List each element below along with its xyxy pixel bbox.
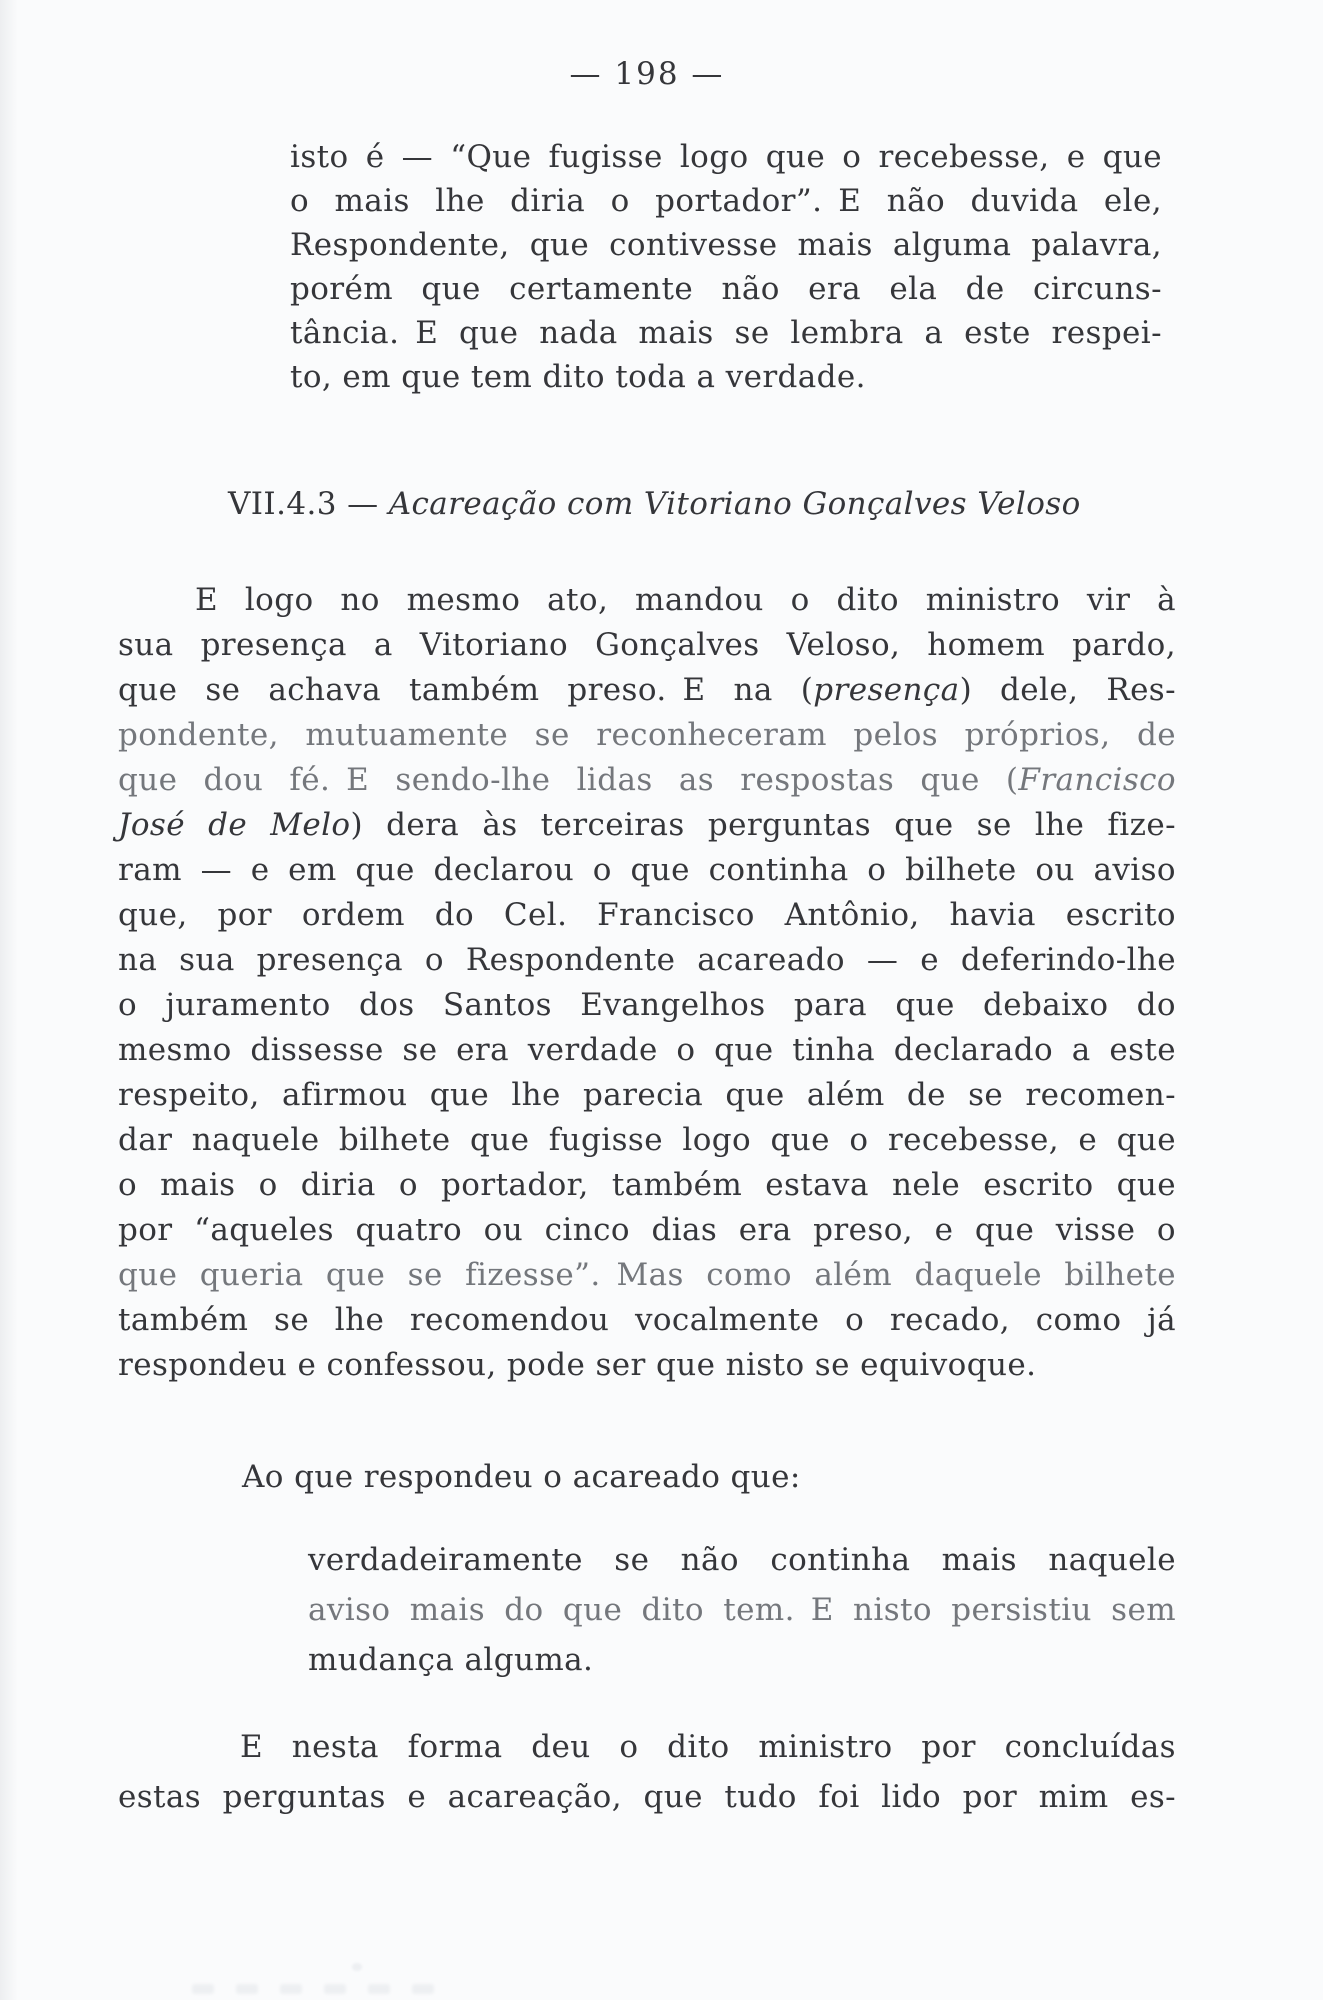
text-line [118, 1028, 1176, 1073]
lead-in-line [242, 1455, 1176, 1499]
text-segment: VII.4.3 — [228, 486, 389, 522]
text-segment: E logo no mesmo ato, mandou o dito ministro vir à [195, 582, 1176, 618]
text-segment: verdadeiramente se não continha mais naquele [308, 1542, 1176, 1578]
text-line [242, 1455, 1176, 1499]
text-line [308, 1635, 1176, 1685]
text-line [118, 1253, 1176, 1298]
text-line [290, 311, 1162, 355]
text-line [118, 623, 1176, 668]
text-segment: respeito, afirmou que lhe parecia que além de se recomen- [118, 1077, 1176, 1113]
text-segment: ram — e em que declarou o que continha o bilhete ou aviso [118, 852, 1176, 888]
italic-text-segment: Francisco [1018, 762, 1176, 798]
text-line [118, 893, 1176, 938]
text-segment: que queria que se fizesse”. Mas como além daquele bilhete [118, 1257, 1176, 1293]
text-segment: estas perguntas e acareação, que tudo foi lido por mim es- [118, 1779, 1176, 1815]
text-line [118, 938, 1176, 983]
text-segment: aviso mais do que dito tem. E nisto persistiu sem [308, 1592, 1176, 1628]
italic-text-segment: José de Melo [118, 807, 351, 843]
page-number: — 198 — [569, 56, 725, 92]
text-line [308, 1585, 1176, 1635]
text-line [228, 482, 1176, 526]
text-segment: que dou fé. E sendo-lhe lidas as respostas que ( [118, 762, 1019, 798]
text-line [118, 1118, 1176, 1163]
text-line [118, 1208, 1176, 1253]
text-segment: o juramento dos Santos Evangelhos para que debaixo do [118, 987, 1176, 1023]
text-segment: respondeu e confessou, pode ser que nisto se equivoque. [118, 1347, 1037, 1383]
text-line [308, 1535, 1176, 1585]
scan-speck [352, 1963, 362, 1971]
text-line [118, 713, 1176, 758]
text-segment: o mais o diria o portador, também estava nele escrito que [118, 1167, 1176, 1203]
text-line [118, 1163, 1176, 1208]
text-line [118, 1298, 1176, 1343]
text-line [290, 179, 1162, 223]
text-line [290, 355, 1162, 399]
text-segment: Respondente, que contivesse mais alguma palavra, [290, 227, 1162, 263]
text-segment: dar naquele bilhete que fugisse logo que o recebesse, e que [118, 1122, 1176, 1158]
text-segment: que, por ordem do Cel. Francisco Antônio, havia escrito [118, 897, 1176, 933]
text-segment: o mais lhe diria o portador”. E não duvida ele, [290, 183, 1162, 219]
text-segment: por “aqueles quatro ou cinco dias era preso, e que visse o [118, 1212, 1176, 1248]
text-line [118, 668, 1176, 713]
text-segment: porém que certamente não era ela de circuns- [290, 271, 1162, 307]
scan-artifact-row [192, 1984, 438, 1996]
italic-text-segment: presença [813, 672, 960, 708]
text-segment: também se lhe recomendou vocalmente o recado, como já [118, 1302, 1176, 1338]
italic-text-segment: Acareação com Vitoriano Gonçalves Veloso [388, 486, 1081, 522]
text-line [118, 758, 1176, 803]
text-segment: mudança alguma. [308, 1642, 594, 1678]
text-segment: Ao que respondeu o acareado que: [242, 1459, 801, 1495]
text-line [118, 803, 1176, 848]
text-segment: tância. E que nada mais se lembra a este respei- [290, 315, 1162, 351]
text-line [290, 223, 1162, 267]
text-line [290, 135, 1162, 179]
text-segment: pondente, mutuamente se reconheceram pelos próprios, de [118, 717, 1176, 753]
text-line [290, 267, 1162, 311]
text-segment: sua presença a Vitoriano Gonçalves Veloso, homem pardo, [118, 627, 1176, 663]
inner-quote-paragraph [308, 1535, 1176, 1685]
text-line [118, 1073, 1176, 1118]
text-segment: ) dera às terceiras perguntas que se lhe fize- [350, 807, 1176, 843]
text-segment: mesmo dissesse se era verdade o que tinha declarado a este [118, 1032, 1176, 1068]
text-line [118, 983, 1176, 1028]
text-line [118, 848, 1176, 893]
closing-paragraph [118, 1722, 1176, 1822]
text-line [118, 1772, 1176, 1822]
text-segment: na sua presença o Respondente acareado — e deferindo-lhe [118, 942, 1176, 978]
text-line [118, 578, 1176, 623]
text-segment: isto é — “Que fugisse logo que o recebesse, e que [290, 139, 1162, 175]
text-line [118, 1722, 1176, 1772]
text-segment: que se achava também preso. E na ( [118, 672, 814, 708]
opening-quote-paragraph [290, 135, 1162, 399]
text-segment: ) dele, Res- [959, 672, 1176, 708]
text-segment: E nesta forma deu o dito ministro por concluídas [240, 1729, 1176, 1765]
section-heading [228, 482, 1176, 526]
main-paragraph [118, 578, 1176, 1388]
text-segment: to, em que tem dito toda a verdade. [290, 359, 866, 395]
text-line [118, 1343, 1176, 1388]
